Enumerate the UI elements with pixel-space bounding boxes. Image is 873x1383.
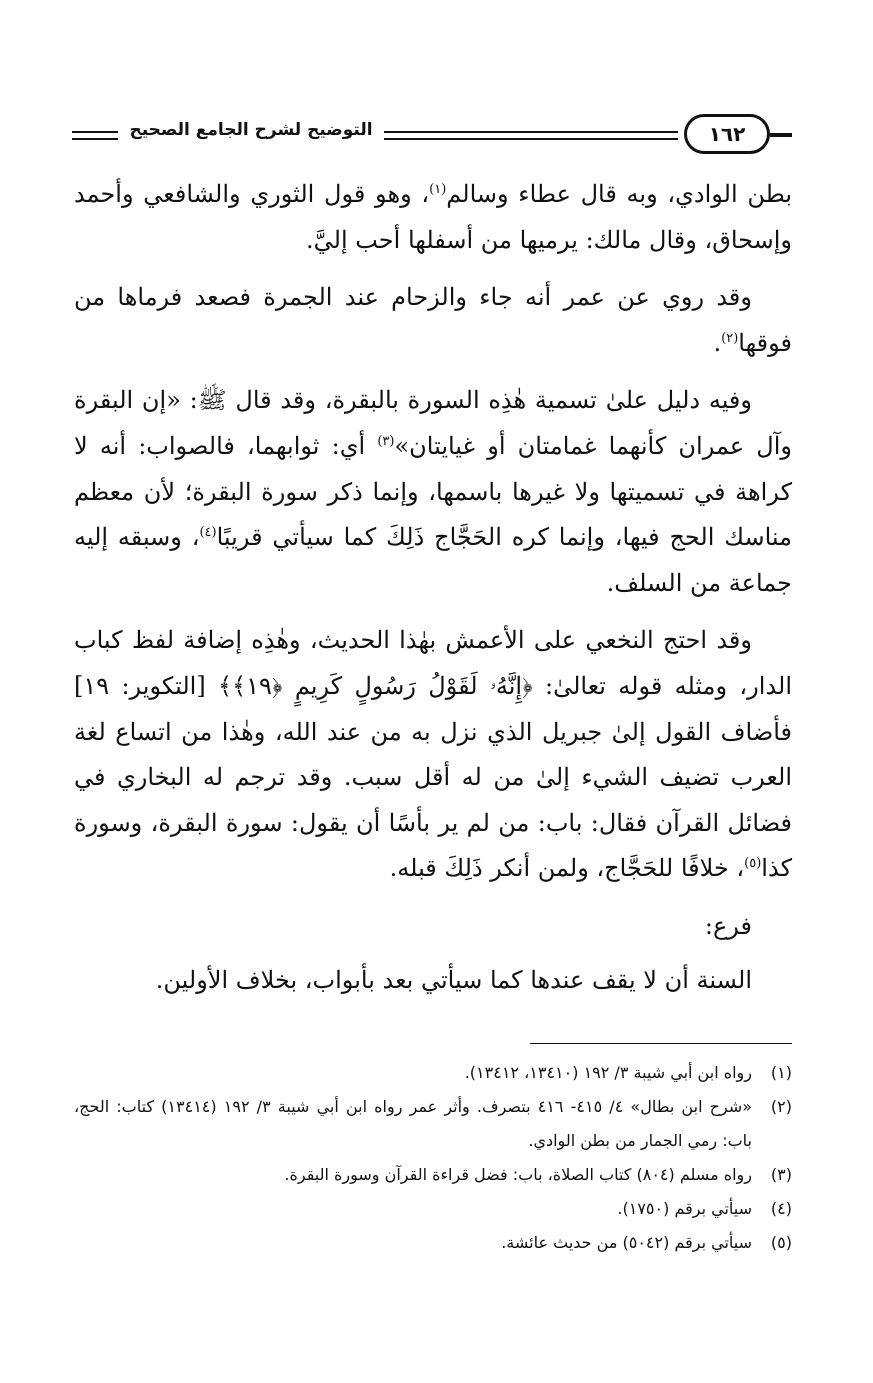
footnote-text: رواه مسلم (٨٠٤) كتاب الصلاة، باب: فضل قراءة القرآن وسورة البقرة. bbox=[284, 1165, 752, 1184]
footnote-separator bbox=[530, 1043, 792, 1044]
footnote-ref[interactable]: (٣) bbox=[377, 433, 395, 449]
footnote-text: سيأتي برقم (١٧٥٠). bbox=[617, 1199, 752, 1218]
paragraph-text: بطن الوادي، وبه قال عطاء وسالم bbox=[446, 180, 792, 208]
footnote-number: (٢) bbox=[770, 1097, 792, 1116]
footnote bbox=[74, 1226, 792, 1260]
running-title: التوضيح لشرح الجامع الصحيح bbox=[129, 120, 373, 140]
footnote bbox=[74, 1192, 792, 1226]
paragraph-text: وقد روي عن عمر أنه جاء والزحام عند الجمرة فصعد فرماها من فوقها bbox=[74, 283, 792, 357]
footnotes bbox=[74, 1056, 792, 1260]
paragraph bbox=[74, 958, 792, 1004]
footnote-text: سيأتي برقم (٥٠٤٢) من حديث عائشة. bbox=[501, 1233, 752, 1252]
paragraph bbox=[74, 275, 792, 366]
footnote bbox=[74, 1090, 792, 1158]
paragraph-text: أي: ثوابهما، فالصواب: أنه لا كراهة في تسميتها ولا غيرها باسمها، وإنما ذكر سورة البقرة؛ لأن معظم مناسك الحج فيها، وإنما كره الحَجَّاج ذَلِكَ كما سيأتي قريبًا bbox=[74, 431, 792, 552]
page-number: ١٦٢ bbox=[684, 114, 770, 154]
footnote-ref[interactable]: (٤) bbox=[199, 525, 217, 541]
paragraph-text: ، خلافًا للحَجَّاج، ولمن أنكر ذَلِكَ قبله. bbox=[389, 854, 745, 883]
header-rule-right-top bbox=[384, 131, 678, 133]
footnote-number: (١) bbox=[770, 1063, 792, 1082]
footnote bbox=[74, 1056, 792, 1090]
paragraph bbox=[74, 172, 792, 263]
paragraph bbox=[74, 618, 792, 892]
paragraph-text: وفيه دليل علىٰ تسمية هٰذِه السورة بالبقرة، وقد قال ﷺ: «إن البقرة وآل عمران كأنهما غمامتان أو غيايتان» bbox=[74, 386, 793, 460]
header-rule-left-bottom bbox=[72, 138, 118, 140]
footnote-ref[interactable]: (١) bbox=[429, 182, 447, 197]
page-header bbox=[72, 112, 792, 158]
footnote-number: (٥) bbox=[770, 1233, 792, 1252]
footnote-number: (٣) bbox=[770, 1165, 792, 1184]
paragraph bbox=[74, 378, 792, 606]
paragraph-text: السنة أن لا يقف عندها كما سيأتي بعد بأبواب، بخلاف الأولين. bbox=[155, 965, 752, 994]
main-text bbox=[74, 172, 792, 1015]
footnote-number: (٤) bbox=[770, 1199, 792, 1218]
paragraph-text: ، وسبقه إليه جماعة من السلف. bbox=[74, 523, 792, 597]
footnote-text: «شرح ابن بطال» ٤/ ٤١٥- ٤١٦ بتصرف. وأثر عمر رواه ابن أبي شيبة ٣/ ١٩٢ (١٣٤١٤) كتاب: الحج، باب: رمي الجمار من بطن الوادي. bbox=[74, 1097, 752, 1150]
footnote-text: رواه ابن أبي شيبة ٣/ ١٩٢ (١٣٤١٠، ١٣٤١٢). bbox=[464, 1063, 752, 1082]
header-rule-left-top bbox=[72, 131, 118, 133]
header-rule-right-bottom bbox=[384, 138, 678, 140]
footnote-ref[interactable]: (٢) bbox=[721, 330, 739, 346]
paragraph-text: ، وهو قول الثوري والشافعي وأحمد وإسحاق، وقال مالك: يرميها من أسفلها أحب إليَّ. bbox=[74, 180, 792, 254]
footnote-ref[interactable]: (٥) bbox=[744, 856, 762, 872]
paragraph-text: وقد احتج النخعي على الأعمش بهٰذا الحديث، وهٰذِه إضافة لفظ كباب الدار، ومثله قوله تعالىٰ: ﴿إِنَّهُۥ لَقَوْلُ رَسُولٍ كَرِيمٍ ﴿١٩﴾﴾ [التكوير: ١٩] فأضاف القول إلىٰ جبريل الذي نزل به من عند الله، وهٰذا من اتساع لغة العرب تضيف الشيء إلىٰ من له أقل سبب. وقد ترجم له البخاري في فضائل القرآن فقال: باب: من لم ير بأسًا أن يقول: سورة البقرة، وسورة كذا bbox=[74, 626, 792, 883]
footnote bbox=[74, 1158, 792, 1192]
paragraph-text: . bbox=[713, 328, 722, 357]
header-ornament bbox=[770, 133, 792, 137]
section-heading: فرع: bbox=[704, 911, 752, 940]
